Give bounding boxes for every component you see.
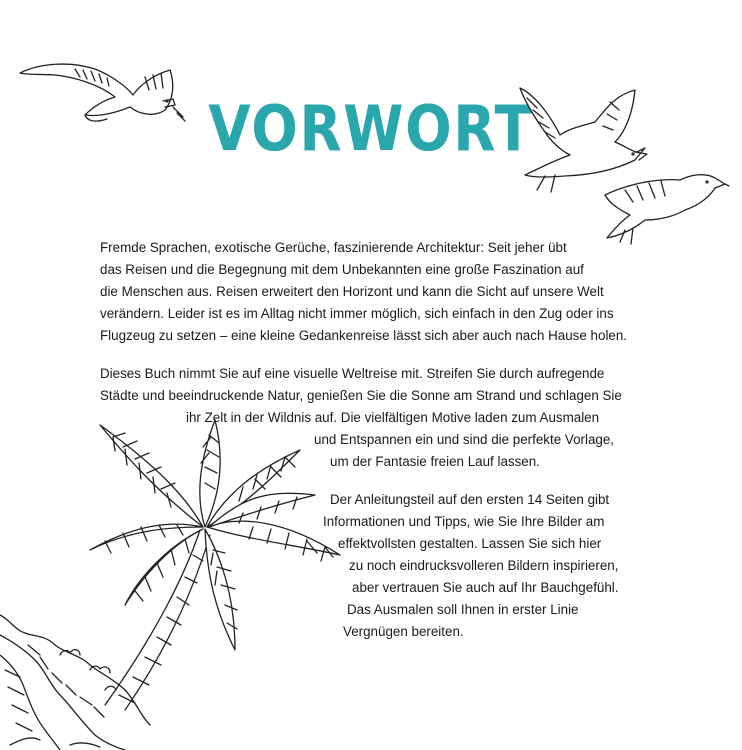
- paragraph-1-line-5: Flugzeug zu setzen – eine kleine Gedankenreise lässt sich aber auch nach Hause holen.: [100, 328, 628, 343]
- paragraph-1-line-3: die Menschen aus. Reisen erweitert den Horizont und kann die Sicht auf unsere Welt: [100, 284, 604, 299]
- paragraph-2-line-1: Dieses Buch nimmt Sie auf eine visuelle Weltreise mit. Streifen Sie durch aufregende: [100, 366, 605, 381]
- paragraph-2-line-4: und Entspannen ein und sind die perfekte Vorlage,: [314, 432, 615, 447]
- seagull-icon: [15, 55, 185, 130]
- paragraph-3-line-4: zu noch eindrucksvolleren Bildern inspirieren,: [349, 558, 619, 573]
- paragraph-2-line-2: Städte und beeindruckende Natur, genießen Sie die Sonne am Strand und schlagen Sie: [100, 388, 622, 403]
- page-title: VORWORT: [208, 92, 534, 165]
- paragraph-1-line-4: verändern. Leider ist es im Alltag nicht immer möglich, sich einfach in den Zug oder ins: [100, 306, 614, 321]
- paragraph-2-line-5: um der Fantasie freien Lauf lassen.: [330, 454, 540, 469]
- seagull-pair-icon: [515, 80, 730, 255]
- paragraph-1-line-2: das Reisen und die Begegnung mit dem Unbekannten eine große Faszination auf: [100, 262, 584, 277]
- paragraph-3-line-3: effektvollsten gestalten. Lassen Sie sich hier: [338, 536, 602, 551]
- paragraph-1-line-1: Fremde Sprachen, exotische Gerüche, faszinierende Architektur: Seit jeher übt: [100, 240, 567, 255]
- paragraph-3-line-7: Vergnügen bereiten.: [343, 624, 464, 639]
- paragraph-3-line-1: Der Anleitungsteil auf den ersten 14 Seiten gibt: [330, 492, 610, 507]
- paragraph-3-line-6: Das Ausmalen soll Ihnen in erster Linie: [347, 602, 579, 617]
- landscape-icon: [0, 595, 150, 750]
- paragraph-2-line-3: ihr Zelt in der Wildnis auf. Die vielfältigen Motive laden zum Ausmalen: [186, 410, 600, 425]
- paragraph-3-line-2: Informationen und Tipps, wie Sie Ihre Bilder am: [323, 514, 605, 529]
- paragraph-3-line-5: aber vertrauen Sie auch auf Ihr Bauchgefühl.: [352, 580, 619, 595]
